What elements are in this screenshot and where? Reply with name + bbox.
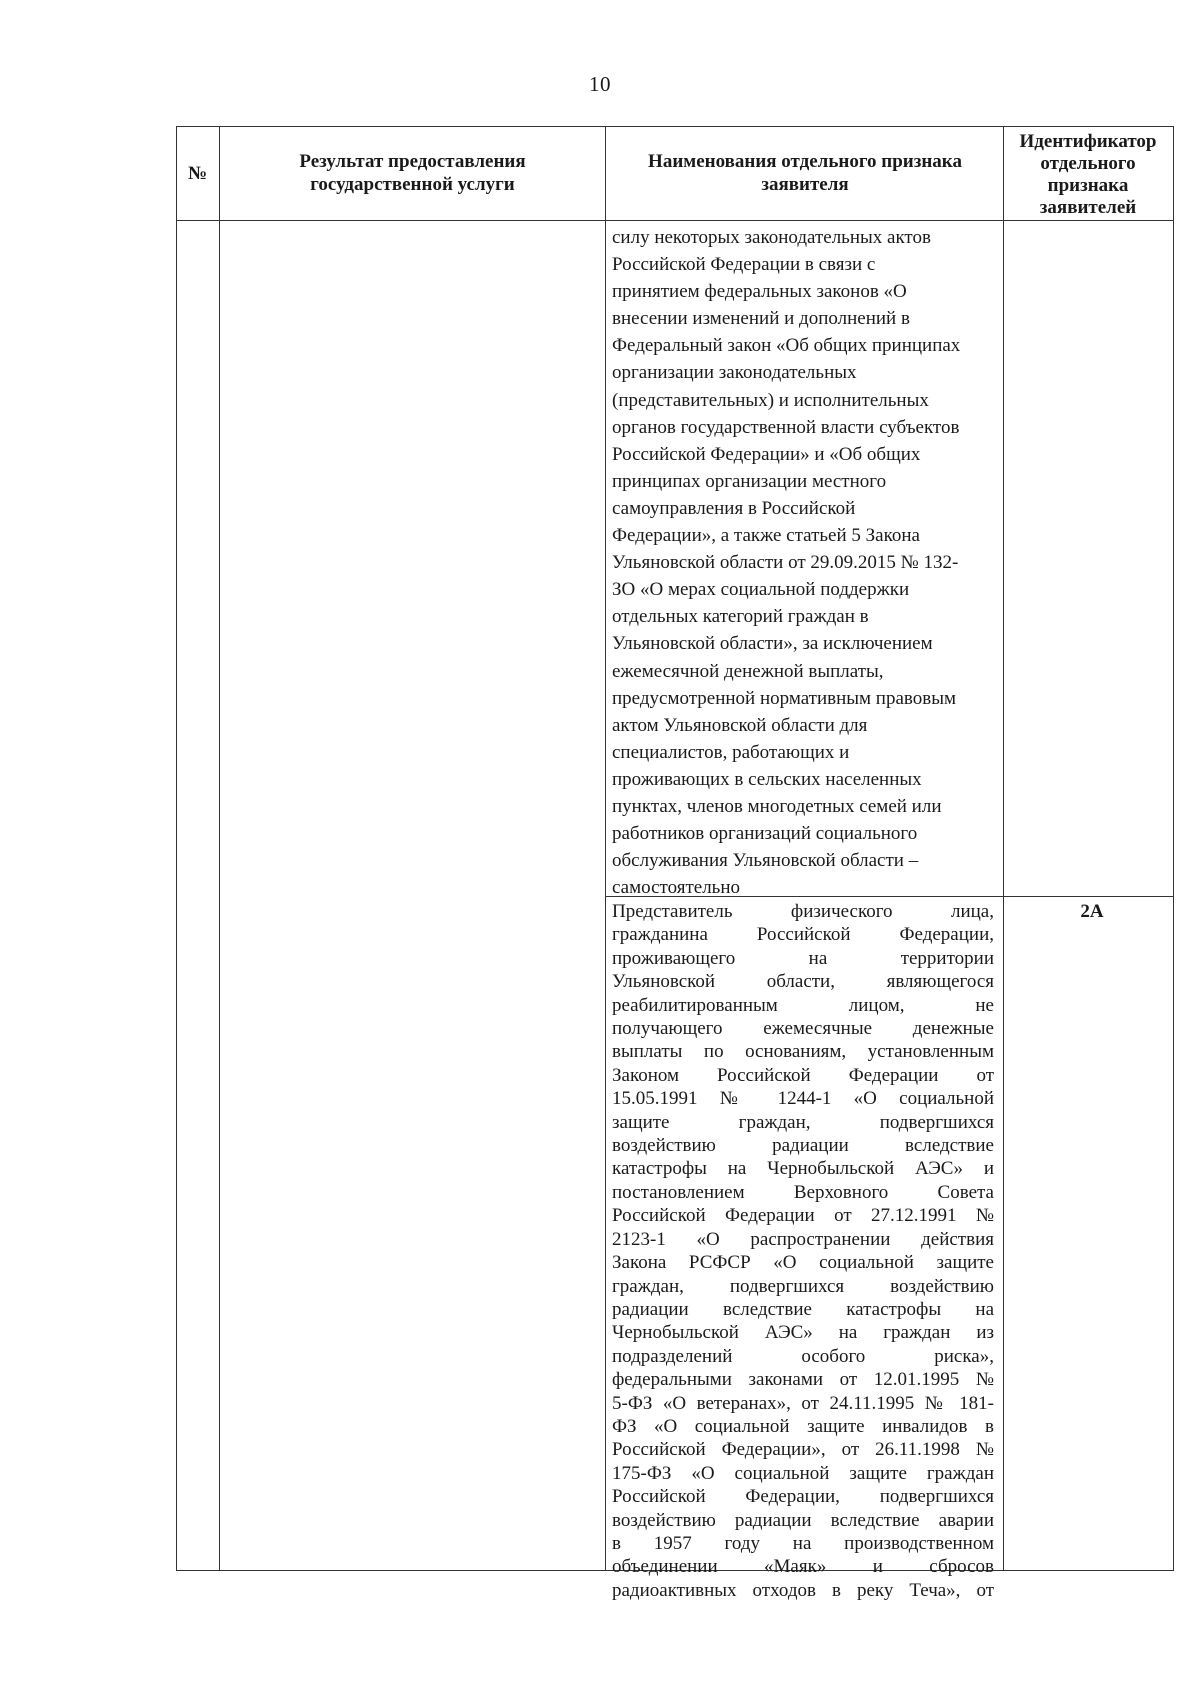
text-line: специалистов, работающих и xyxy=(612,741,850,763)
header-feature-name: Наименования отдельного признака заявителя xyxy=(648,151,962,195)
text-line: 175-ФЗ «О социальной защите граждан xyxy=(612,1462,994,1484)
header-bottom-border xyxy=(176,220,1174,221)
header-number: № xyxy=(187,162,208,184)
text-line: выплаты по основаниям, установленным xyxy=(612,1041,994,1063)
text-line: защите граждан, подвергшихся xyxy=(612,1111,994,1133)
text-line: (представительных) и исполнительных xyxy=(612,389,929,411)
text-line: в 1957 году на производственном xyxy=(612,1532,994,1554)
text-line: Ульяновской области от 29.09.2015 № 132- xyxy=(612,552,959,574)
text-line: получающего ежемесячные денежные xyxy=(612,1018,994,1040)
feature-cell-row-2 xyxy=(612,900,994,1602)
text-line: принципах организации местного xyxy=(612,470,887,492)
text-line: проживающего на территории xyxy=(612,947,994,969)
text-line: Федерации», а также статьей 5 Закона xyxy=(612,525,920,547)
text-line: федеральными законами от 12.01.1995 № xyxy=(612,1369,994,1391)
text-line: внесении изменений и дополнений в xyxy=(612,308,910,330)
text-line: радиации вследствие катастрофы на xyxy=(612,1298,994,1320)
identifier-cell-row-2: 2А xyxy=(1080,901,1104,922)
column-border-right xyxy=(1173,126,1174,1571)
text-line: обслуживания Ульяновской области – xyxy=(612,850,919,872)
text-line: отдельных категорий граждан в xyxy=(612,606,869,628)
text-line: 15.05.1991 № 1244-1 «О социальной xyxy=(612,1088,994,1110)
text-line: ЗО «О мерах социальной поддержки xyxy=(612,579,910,601)
text-line: силу некоторых законодательных актов xyxy=(612,227,931,248)
text-line: подразделений особого риска», xyxy=(612,1345,994,1367)
text-line: ФЗ «О социальной защите инвалидов в xyxy=(612,1415,994,1437)
column-border-feature xyxy=(1003,126,1004,1571)
text-line: Закона РСФСР «О социальной защите xyxy=(612,1252,994,1274)
text-line: Федеральный закон «Об общих принципах xyxy=(612,335,961,357)
text-line: граждан, подвергшихся воздействию xyxy=(612,1275,994,1297)
text-line: Российской Федерации, подвергшихся xyxy=(612,1486,994,1508)
text-line: объединении «Маяк» и сбросов xyxy=(612,1556,994,1578)
text-line: самостоятельно xyxy=(612,877,741,899)
text-line: актом Ульяновской области для xyxy=(612,714,868,736)
text-line: 5-ФЗ «О ветеранах», от 24.11.1995 № 181- xyxy=(612,1392,994,1414)
feature-cell-row-1 xyxy=(612,224,1002,901)
text-line: Ульяновской области», за исключением xyxy=(612,633,933,655)
text-line: реабилитированным лицом, не xyxy=(612,994,994,1016)
text-line: воздействию радиации вследствие xyxy=(612,1135,994,1157)
page-number: 10 xyxy=(589,72,611,96)
text-line: Российской Федерации в связи с xyxy=(612,254,876,276)
text-line: работников организаций социального xyxy=(612,823,918,845)
header-result: Результат предоставления государственной услуги xyxy=(299,151,526,195)
text-line: предусмотренной нормативным правовым xyxy=(612,687,957,709)
text-line: Российской Федерации» и «Об общих xyxy=(612,443,921,465)
column-border-result xyxy=(605,126,606,1571)
text-line: воздействию радиации вследствие аварии xyxy=(612,1509,994,1531)
text-line: Ульяновской области, являющегося xyxy=(612,971,994,993)
text-line: пунктах, членов многодетных семей или xyxy=(612,795,942,817)
text-line: принятием федеральных законов «О xyxy=(612,281,907,303)
text-line: радиоактивных отходов в реку Теча», от xyxy=(612,1579,994,1601)
text-line: Российской Федерации», от 26.11.1998 № xyxy=(612,1439,994,1461)
text-line: постановлением Верховного Совета xyxy=(612,1181,994,1203)
text-line: проживающих в сельских населенных xyxy=(612,768,922,790)
text-line: Представитель физического лица, xyxy=(612,901,994,922)
text-line: катастрофы на Чернобыльской АЭС» и xyxy=(612,1158,994,1180)
text-line: Чернобыльской АЭС» на граждан из xyxy=(612,1322,994,1344)
text-line: 2123-1 «О распространении действия xyxy=(612,1228,994,1250)
text-line: гражданина Российской Федерации, xyxy=(612,924,994,946)
header-identifier: Идентификатор отдельного признака заявителей xyxy=(1019,131,1157,218)
text-line: органов государственной власти субъектов xyxy=(612,416,960,438)
column-border-number xyxy=(219,126,220,1571)
text-line: организации законодательных xyxy=(612,362,857,384)
text-line: самоуправления в Российской xyxy=(612,497,856,519)
text-line: ежемесячной денежной выплаты, xyxy=(612,660,884,682)
text-line: Российской Федерации от 27.12.1991 № xyxy=(612,1205,994,1227)
text-line: Законом Российской Федерации от xyxy=(612,1064,994,1086)
